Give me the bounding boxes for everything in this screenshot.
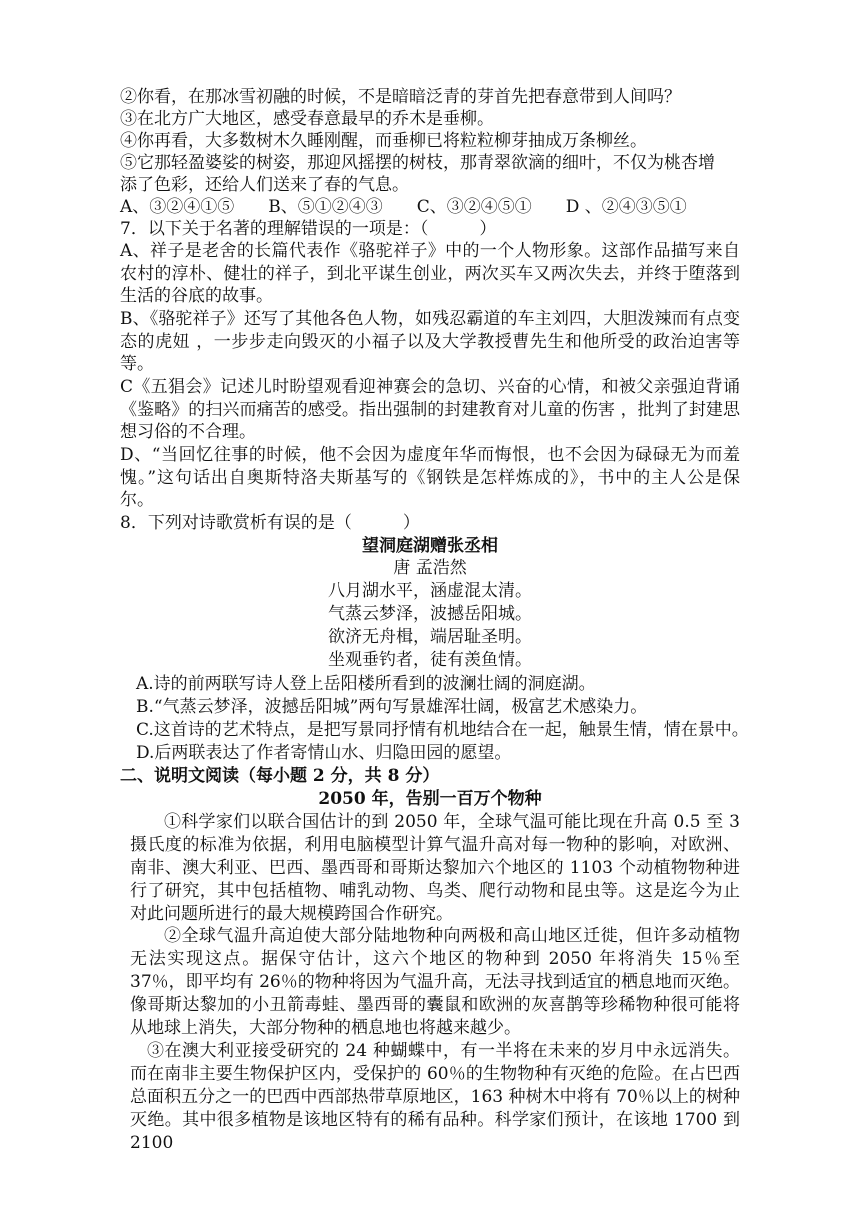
q6-options: A、③②④①⑤ B、⑤①②④③ C、③②④⑤① D 、②④③⑤① bbox=[120, 197, 687, 217]
q8-option-a: A.诗的前两联写诗人登上岳阳楼所看到的波澜壮阔的洞庭湖。 bbox=[136, 674, 596, 694]
article-paragraph-2: ②全球气温升高迫使大部分陆地物种向两极和高山地区迁徙，但许多动植物无法实现这点。据保守估计，这六个地区的物种到 2050 年将消失 15％至 37％，即平均有 26％的物种将因为气温升高，无法寻找到适宜的栖息地而灭绝。像哥斯达黎加的小丑箭毒蛙、墨西哥的囊鼠和欧洲的灰喜鹊等珍稀物种很可能将从地球上消失，大部分物种的栖息地也将越来越少。 bbox=[130, 926, 740, 1038]
poem-title: 望洞庭湖赠张丞相 bbox=[362, 536, 498, 556]
article-paragraph-3: ③在澳大利亚接受研究的 24 种蝴蝶中，有一半将在未来的岁月中永远消失。而在南非主要生物保护区内，受保护的 60％的生物物种有灭绝的危险。在占巴西总面积五分之一的巴西中西部热带草原地区，163 种树木中将有 70％以上的树种灭绝。其中很多植物是该地区特有的稀有品种。科学家们预计，在该地 1700 到 2100 bbox=[130, 1041, 740, 1153]
poem-line-3: 欲济无舟楫，端居耻圣明。 bbox=[328, 627, 532, 647]
poem-author: 唐 孟浩然 bbox=[393, 558, 467, 578]
q6-item-3: ③在北方广大地区，感受春意最早的乔木是垂柳。 bbox=[120, 109, 494, 129]
q7-option-a: A、祥子是老舍的长篇代表作《骆驼祥子》中的一个人物形象。这部作品描写来自农村的淳朴、健壮的祥子，到北平谋生创业，两次买车又两次失去，并终于堕落到生活的谷底的故事。 bbox=[120, 241, 740, 306]
q8-stem: 8．下列对诗歌赏析有误的是（ ） bbox=[120, 513, 420, 533]
article-title: 2050 年，告别一百万个物种 bbox=[318, 789, 542, 809]
q7-stem: 7．以下关于名著的理解错误的一项是：（ ） bbox=[120, 219, 497, 239]
q8-option-d: D.后两联表达了作者寄情山水、归隐田园的愿望。 bbox=[136, 743, 512, 763]
q7-option-b: B、《骆驼祥子》还写了其他各色人物，如残忍霸道的车主刘四，大胆泼辣而有点变态的虎妞 ，一步步走向毁灭的小福子以及大学教授曹先生和他所受的政治迫害等等。 bbox=[120, 309, 740, 374]
poem-line-4: 坐观垂钓者，徒有羡鱼情。 bbox=[328, 650, 532, 670]
q7-option-d: D、“当回忆往事的时候，他不会因为虚度年华而悔恨，也不会因为碌碌无为而羞愧。”这句话出自奥斯特洛夫斯基写的《钢铁是怎样炼成的》，书中的主人公是保尔。 bbox=[120, 445, 740, 510]
section-heading: 二、说明文阅读（每小题 2 分，共 8 分） bbox=[120, 766, 440, 786]
q6-item-2: ②你看，在那冰雪初融的时候，不是暗暗泛青的芽首先把春意带到人间吗？ bbox=[120, 87, 681, 107]
q7-option-c: C《五猖会》记述儿时盼望观看迎神赛会的急切、兴奋的心情，和被父亲强迫背诵《鉴略》的扫兴而痛苦的感受。指出强制的封建教育对儿童的伤害 ，批判了封建思想习俗的不合理。 bbox=[120, 377, 740, 442]
poem-line-1: 八月湖水平，涵虚混太清。 bbox=[328, 581, 532, 601]
q6-item-5-cont: 添了色彩，还给人们送来了春的气息。 bbox=[120, 175, 409, 195]
q6-item-4: ④你再看，大多数树木久睡刚醒，而垂柳已将粒粒柳芽抽成万条柳丝。 bbox=[120, 131, 647, 151]
q8-option-b: B.“气蒸云梦泽，波撼岳阳城”两句写景雄浑壮阔，极富艺术感染力。 bbox=[136, 697, 648, 717]
article-paragraph-1: ①科学家们以联合国估计的到 2050 年，全球气温可能比现在升高 0.5 至 3 摄氏度的标准为依据，利用电脑模型计算气温升高对每一物种的影响，对欧洲、南非、澳大利亚、巴西、墨西哥和哥斯达黎加六个地区的 1103 个动植物物种进行了研究，其中包括植物、哺乳动物、鸟类、爬行动物和昆虫等。这是迄今为止对此问题所进行的最大规模跨国合作研究。 bbox=[130, 812, 740, 924]
q6-item-5: ⑤它那轻盈婆娑的树姿，那迎风摇摆的树枝，那青翠欲滴的细叶，不仅为桃杏增 bbox=[120, 153, 715, 173]
poem-line-2: 气蒸云梦泽，波撼岳阳城。 bbox=[328, 604, 532, 624]
q8-option-c: C.这首诗的艺术特点，是把写景同抒情有机地结合在一起，触景生情，情在景中。 bbox=[136, 720, 749, 740]
